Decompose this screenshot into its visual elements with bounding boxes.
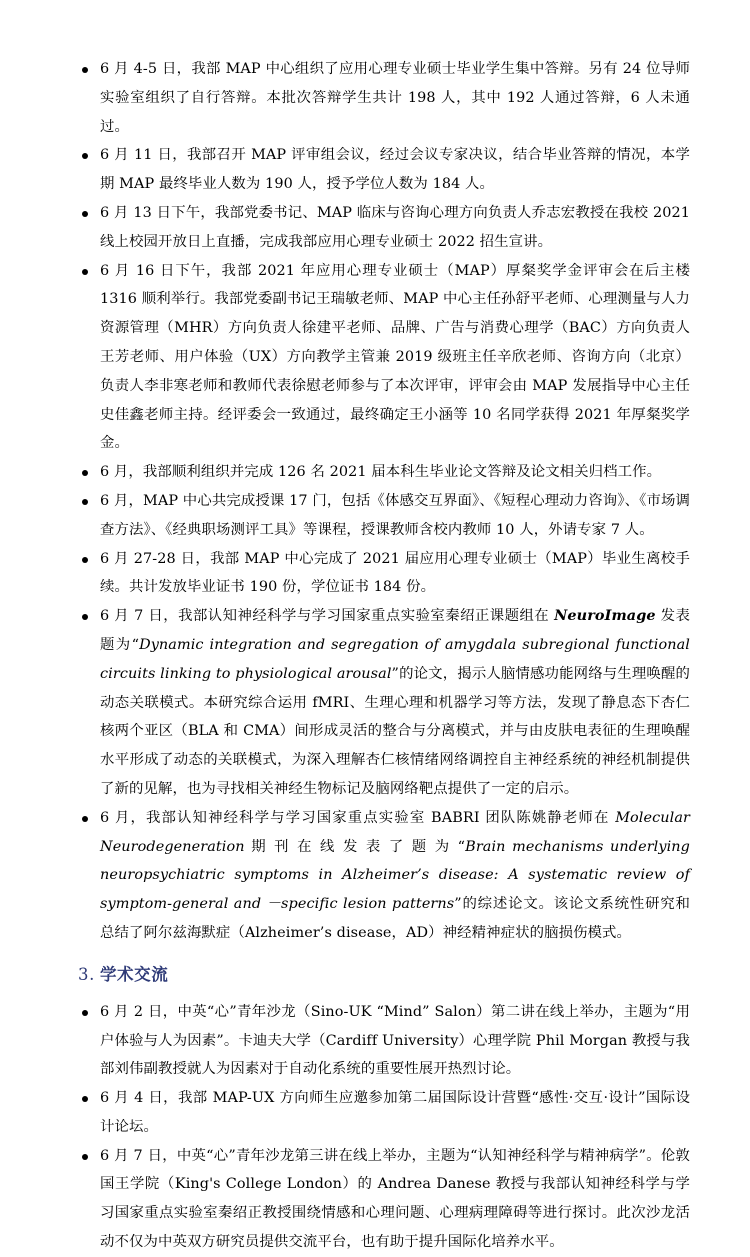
list-item	[78, 487, 690, 545]
quote-open: “	[131, 636, 140, 653]
paper-tail-text: 的论文，揭示人脑情感功能网络与生理唤醒的动态关联模式。本研究综合运用 fMRI、生理心理和机器学习等方法，发现了静息态下杏仁核两个亚区（BLA 和 CMA）间形成灵活的整合与分离模式，并与由皮肤电表征的生理唤醒水平形成了动态的关联模式，为深入理解杏仁核情绪网络调控自主神经系统的神经机制提供了新的见解，也为寻找相关神经生物标记及脑网络靶点提供了一定的启示。	[100, 665, 690, 797]
list-item-text: 6 月 27-28 日，我部 MAP 中心完成了 2021 届应用心理专业硕士（MAP）毕业生离校手续。共计发放毕业证书 190 份，学位证书 184 份。	[100, 550, 690, 596]
paper-title: Brain mechanisms underlying neuropsychiatric symptoms in Alzheimer’s disease: A systematic review of symptom-general and －specific lesion patterns	[100, 838, 690, 913]
list-item-text: 6 月 13 日下午，我部党委书记、MAP 临床与咨询心理方向负责人乔志宏教授在我校 2021 线上校园开放日上直播，完成我部应用心理专业硕士 2022 招生宣讲。	[100, 204, 690, 250]
paper-after-journal-text: 期 刊 在 线 发 表 了 题 为	[244, 838, 458, 855]
quote-open: “	[457, 838, 466, 855]
list-item-text: 6 月 4-5 日，我部 MAP 中心组织了应用心理专业硕士毕业学生集中答辩。另有 24 位导师实验室组织了自行答辩。本批次答辩学生共计 198 人，其中 192 人通过答辩，6 人未通过。	[100, 61, 690, 135]
paper-title: Dynamic integration and segregation of amygdala subregional functional circuits linking to physiological arousal	[100, 636, 690, 682]
list-item	[78, 199, 690, 257]
list-item	[78, 458, 690, 487]
list-item-text: 6 月，MAP 中心共完成授课 17 门，包括《体感交互界面》、《短程心理动力咨询》、《市场调查方法》、《经典职场测评工具》等课程，授课教师含校内教师 10 人，外请专家 7 人。	[100, 492, 690, 538]
list-item-text: 6 月 7 日，中英“心”青年沙龙第三讲在线上举办，主题为“认知神经科学与精神病学”。伦敦国王学院（King's College London）的 Andrea Danese 教授与我部认知神经科学与学习国家重点实验室秦绍正教授围绕情感和心理问题、心理病理障碍等进行探讨。此次沙龙活动不仅为中英双方研究员提供交流平台，也有助于提升国际化培养水平。	[100, 1147, 690, 1251]
paper-lead-text: 6 月，我部认知神经科学与学习国家重点实验室 BABRI 团队陈姚静老师在	[100, 809, 616, 826]
section-number: 3.	[78, 964, 95, 984]
section-title: 学术交流	[99, 964, 169, 984]
quote-close: ”	[454, 896, 462, 913]
list-item-molecular-paper	[78, 804, 690, 948]
list-item	[78, 1142, 690, 1257]
paper-paragraph	[100, 804, 690, 948]
journal-name: NeuroImage	[554, 607, 656, 625]
list-item	[78, 545, 690, 603]
list-item	[78, 141, 690, 199]
list-item-text: 6 月 4 日，我部 MAP-UX 方向师生应邀参加第二届国际设计营暨“感性·交互·设计”国际设计论坛。	[100, 1090, 690, 1135]
list-item	[78, 55, 690, 141]
paper-paragraph	[100, 602, 690, 804]
section-heading-academic-exchange	[78, 961, 690, 989]
paper-tail-text: 的综述论文。该论文系统性研究和总结了阿尔兹海默症（Alzheimer’s disease，AD）神经精神症状的脑损伤模式。	[100, 896, 690, 941]
list-item	[78, 998, 690, 1084]
bullet-list-academic-exchange	[78, 998, 690, 1257]
list-item-text: 6 月，我部顺利组织并完成 126 名 2021 届本科生毕业论文答辩及论文相关归档工作。	[100, 464, 662, 481]
bullet-list-teaching	[78, 55, 690, 948]
list-item	[78, 257, 690, 459]
list-item	[78, 1084, 690, 1142]
paper-after-journal-text: 发表题为	[100, 608, 690, 653]
list-item-neuroimage-paper	[78, 602, 690, 804]
journal-name: Molecular Neurodegeneration	[100, 809, 690, 855]
list-item-text: 6 月 16 日下午，我部 2021 年应用心理专业硕士（MAP）厚粲奖学金评审会在后主楼 1316 顺利举行。我部党委副书记王瑞敏老师、MAP 中心主任孙舒平老师、心理测量与人力资源管理（MHR）方向负责人徐建平老师、品牌、广告与消费心理学（BAC）方向负责人王芳老师、用户体验（UX）方向教学主管兼 2019 级班主任辛欣老师、咨询方向（北京）负责人李非寒老师和教师代表徐慰老师参与了本次评审，评审会由 MAP 发展指导中心主任史佳鑫老师主持。经评委会一致通过，最终确定王小涵等 10 名同学获得 2021 年厚粲奖学金。	[100, 262, 690, 452]
list-item-text: 6 月 2 日，中英“心”青年沙龙（Sino-UK “Mind” Salon）第二讲在线上举办，主题为“用户体验与人为因素”。卡迪夫大学（Cardiff University）心理学院 Phil Morgan 教授与我部刘伟副教授就人为因素对于自动化系统的重要性展开热烈讨论。	[100, 1003, 690, 1078]
document-body	[78, 55, 690, 1257]
quote-close: ”	[391, 665, 400, 682]
list-item-text: 6 月 11 日，我部召开 MAP 评审组会议，经过会议专家决议，结合毕业答辩的情况，本学期 MAP 最终毕业人数为 190 人，授予学位人数为 184 人。	[100, 147, 690, 193]
paper-lead-text: 6 月 7 日，我部认知神经科学与学习国家重点实验室秦绍正课题组在	[100, 608, 555, 625]
